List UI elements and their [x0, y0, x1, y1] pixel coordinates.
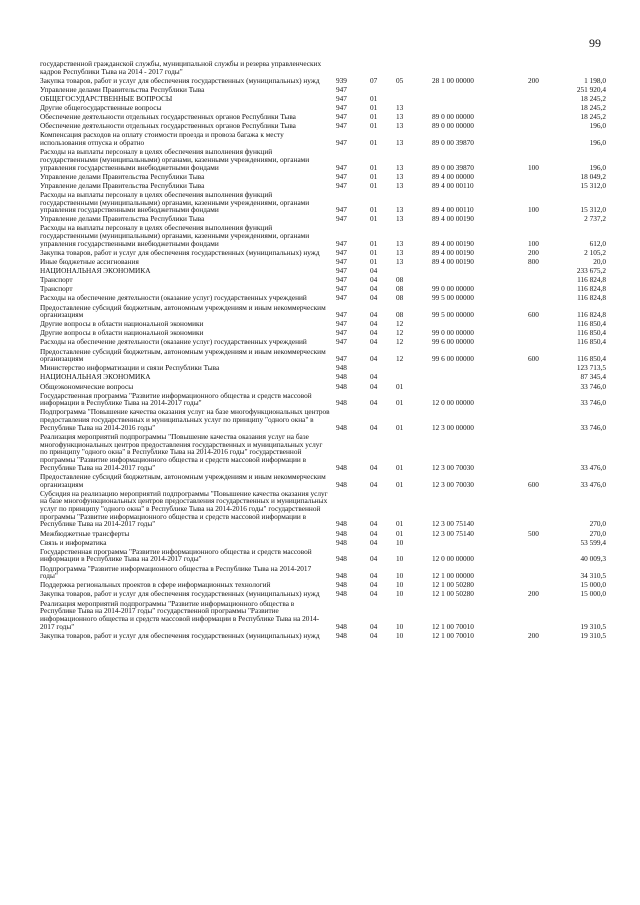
row-subsection-code: 01 — [396, 519, 404, 529]
row-amount: 33 476,0 — [580, 479, 606, 489]
row-ministry-code: 947 — [336, 138, 347, 148]
row-section-code: 04 — [370, 630, 378, 640]
row-name: Иные бюджетные ассигнования — [40, 257, 139, 267]
row-ministry-code: 948 — [336, 519, 347, 529]
row-ministry-code: 948 — [336, 363, 347, 373]
row-amount: 15 312,0 — [580, 180, 606, 190]
row-amount: 196,0 — [589, 162, 606, 172]
table-row — [40, 630, 606, 641]
row-amount: 116 850,4 — [577, 337, 606, 347]
row-section-code: 01 — [370, 247, 378, 257]
row-amount: 40 009,3 — [580, 554, 606, 564]
row-amount: 116 850,4 — [577, 354, 606, 364]
row-ministry-code: 947 — [336, 328, 347, 338]
row-subsection-code: 13 — [396, 171, 404, 181]
row-expense-kind: 200 — [528, 630, 539, 640]
row-target-code: 89 4 00 00190 — [432, 238, 474, 248]
row-name: Расходы на обеспечение деятельности (оказание услуг) государственных учреждений — [40, 293, 307, 303]
row-target-code: 89 4 00 00110 — [432, 205, 474, 215]
row-subsection-code: 10 — [396, 580, 404, 590]
row-amount: 116 824,8 — [577, 275, 606, 285]
table-row — [40, 189, 606, 216]
row-subsection-code: 01 — [396, 528, 404, 538]
row-ministry-code: 947 — [336, 84, 347, 94]
row-name: Государственная программа "Развитие информационного общества и средств массовой информации в Республике Тыва на 2014-2017 годы" — [40, 390, 312, 408]
row-section-code: 04 — [370, 528, 378, 538]
row-expense-kind: 600 — [528, 354, 539, 364]
row-section-code: 07 — [370, 75, 378, 85]
row-ministry-code: 948 — [336, 462, 347, 472]
row-subsection-code: 13 — [396, 247, 404, 257]
row-ministry-code: 948 — [336, 398, 347, 408]
table-row — [40, 407, 606, 433]
row-expense-kind: 200 — [528, 247, 539, 257]
row-subsection-code: 12 — [396, 319, 404, 329]
row-amount: 33 746,0 — [580, 422, 606, 432]
row-subsection-code: 13 — [396, 112, 404, 122]
row-section-code: 01 — [370, 205, 378, 215]
row-amount: 18 245,2 — [580, 112, 606, 122]
row-ministry-code: 948 — [336, 381, 347, 391]
row-subsection-code: 13 — [396, 238, 404, 248]
row-name: Подпрограмма "Развитие информационного общества в Республике Тыва на 2014-2017 годы" — [40, 563, 312, 581]
row-ministry-code: 947 — [336, 162, 347, 172]
row-subsection-code: 10 — [396, 630, 404, 640]
row-name: Реализация мероприятий подпрограммы "Развитие информационного общества в Республике Тыва на 2014-2017 годы" государственной программы "Развитие информационного общества и средств массовой информации в Республике Тыва на 2014-2017 годы" — [40, 598, 320, 631]
row-name: Расходы на выплаты персоналу в целях обеспечения выполнения функций государственными (муниципальными) органами, казенными учреждениями, органами управления государственными внебюджетными фондами — [40, 189, 310, 215]
row-subsection-code: 10 — [396, 621, 404, 631]
row-expense-kind: 200 — [528, 75, 539, 85]
row-section-code: 04 — [370, 479, 378, 489]
row-name: Другие вопросы в области национальной экономики — [40, 328, 204, 338]
row-name: Субсидия на реализацию мероприятий подпрограммы "Повышение качества оказания услуг на базе многофункциональных центров предоставления государственных и муниципальных услуг по принципу "одного окна" в Республике Тыва на 2014-2016 годы" государственной программы "Развитие информационного общества и средств массовой информации в Республике Тыва на 2014-2017 годы" — [40, 488, 328, 529]
row-target-code: 28 1 00 00000 — [432, 75, 474, 85]
row-name: Государственная программа "Развитие информационного общества и средств массовой информации в Республике Тыва на 2014-2017 годы" — [40, 546, 312, 564]
row-ministry-code: 947 — [336, 238, 347, 248]
row-amount: 87 345,4 — [580, 372, 606, 382]
row-section-code: 04 — [370, 571, 378, 581]
row-subsection-code: 10 — [396, 554, 404, 564]
row-ministry-code: 948 — [336, 528, 347, 538]
row-name: Транспорт — [40, 284, 73, 294]
row-section-code: 01 — [370, 121, 378, 131]
row-section-code: 01 — [370, 171, 378, 181]
table-row — [40, 130, 606, 148]
row-target-code: 99 5 00 00000 — [432, 310, 474, 320]
row-amount: 196,0 — [589, 138, 606, 148]
row-target-code: 89 4 00 00190 — [432, 247, 474, 257]
row-expense-kind: 100 — [528, 238, 539, 248]
row-subsection-code: 13 — [396, 214, 404, 224]
row-subsection-code: 05 — [396, 75, 404, 85]
row-subsection-code: 08 — [396, 284, 404, 294]
row-section-code: 04 — [370, 284, 378, 294]
row-name: Обеспечение деятельности отдельных государственных органов Республики Тыва — [40, 121, 296, 131]
row-amount: 15 000,0 — [580, 580, 606, 590]
row-target-code: 99 0 00 00000 — [432, 328, 474, 338]
table-row — [40, 266, 606, 276]
row-section-code: 04 — [370, 398, 378, 408]
row-expense-kind: 100 — [528, 205, 539, 215]
row-name: государственной гражданской службы, муниципальной службы и резерва управленческих кадров Республики Тыва на 2014 - 2017 годы" — [40, 59, 322, 76]
row-section-code: 04 — [370, 354, 378, 364]
row-ministry-code: 948 — [336, 589, 347, 599]
row-name: Реализация мероприятий подпрограммы "Повышение качества оказания услуг на базе многофункциональных центров предоставления государственных и муниципальных услуг по принципу "одного окна" в Республике Тыва на 2014-2016 годы" государственной программы "Развитие информационного общества и средств массовой информации в Республике Тыва на 2014-2017 годы" — [40, 431, 323, 472]
row-amount: 18 245,2 — [580, 93, 606, 103]
row-name: Министерство информатизации и связи Республики Тыва — [40, 363, 220, 373]
table-row — [40, 528, 606, 539]
row-section-code: 04 — [370, 337, 378, 347]
row-subsection-code: 13 — [396, 180, 404, 190]
row-target-code: 12 3 00 70030 — [432, 479, 474, 489]
table-row — [40, 563, 606, 582]
row-name: Связь и информатика — [40, 537, 107, 547]
row-section-code: 04 — [370, 328, 378, 338]
row-ministry-code: 947 — [336, 112, 347, 122]
row-target-code: 12 0 00 00000 — [432, 398, 474, 408]
row-name: Другие вопросы в области национальной экономики — [40, 319, 204, 329]
row-ministry-code: 947 — [336, 275, 347, 285]
row-target-code: 99 6 00 00000 — [432, 354, 474, 364]
row-ministry-code: 947 — [336, 257, 347, 267]
row-section-code: 04 — [370, 554, 378, 564]
row-name: Общеэкономические вопросы — [40, 381, 134, 391]
row-name: Управление делами Правительства Республики Тыва — [40, 84, 205, 94]
row-section-code: 01 — [370, 162, 378, 172]
table-row — [40, 60, 600, 77]
row-amount: 33 746,0 — [580, 398, 606, 408]
row-name: НАЦИОНАЛЬНАЯ ЭКОНОМИКА — [40, 266, 151, 276]
row-name: Закупка товаров, работ и услуг для обеспечения государственных (муниципальных) нужд — [40, 630, 320, 640]
row-ministry-code: 948 — [336, 372, 347, 382]
row-amount: 15 312,0 — [580, 205, 606, 215]
row-amount: 116 850,4 — [577, 319, 606, 329]
row-section-code: 04 — [370, 381, 378, 391]
table-row — [40, 302, 606, 321]
row-section-code: 04 — [370, 422, 378, 432]
row-ministry-code: 947 — [336, 121, 347, 131]
row-amount: 18 245,2 — [580, 103, 606, 113]
row-section-code: 01 — [370, 180, 378, 190]
row-section-code: 04 — [370, 293, 378, 303]
row-ministry-code: 948 — [336, 621, 347, 631]
row-expense-kind: 100 — [528, 162, 539, 172]
row-name: Подпрограмма "Повышение качества оказания услуг на базе многофункциональных центров предоставления государственных и муниципальных услуг по принципу "одного окна" в Республике Тыва на 2014-2016 годы" — [40, 407, 330, 432]
row-section-code: 01 — [370, 93, 378, 103]
row-name: Закупка товаров, работ и услуг для обеспечения государственных (муниципальных) нужд — [40, 247, 320, 257]
row-amount: 19 310,5 — [580, 630, 606, 640]
row-ministry-code: 948 — [336, 422, 347, 432]
row-ministry-code: 939 — [336, 75, 347, 85]
row-section-code: 01 — [370, 112, 378, 122]
row-target-code: 12 3 00 75140 — [432, 519, 474, 529]
row-target-code: 89 0 00 39870 — [432, 138, 474, 148]
row-name: Управление делами Правительства Республики Тыва — [40, 171, 205, 181]
row-ministry-code: 947 — [336, 310, 347, 320]
row-section-code: 04 — [370, 462, 378, 472]
row-expense-kind: 800 — [528, 257, 539, 267]
row-subsection-code: 08 — [396, 293, 404, 303]
row-section-code: 01 — [370, 103, 378, 113]
row-target-code: 99 5 00 00000 — [432, 293, 474, 303]
table-row — [40, 275, 606, 285]
row-target-code: 99 0 00 00000 — [432, 284, 474, 294]
row-ministry-code: 948 — [336, 571, 347, 581]
budget-table — [40, 59, 606, 641]
row-ministry-code: 947 — [336, 319, 347, 329]
row-section-code: 04 — [370, 266, 378, 276]
row-name: Управление делами Правительства Республики Тыва — [40, 180, 205, 190]
row-ministry-code: 948 — [336, 630, 347, 640]
row-section-code: 01 — [370, 214, 378, 224]
row-ministry-code: 948 — [336, 554, 347, 564]
row-section-code: 04 — [370, 310, 378, 320]
row-subsection-code: 10 — [396, 571, 404, 581]
row-target-code: 89 0 00 00000 — [432, 112, 474, 122]
row-target-code: 89 0 00 00000 — [432, 121, 474, 131]
table-row — [40, 346, 606, 365]
row-section-code: 04 — [370, 589, 378, 599]
row-subsection-code: 13 — [396, 205, 404, 215]
row-target-code: 89 4 00 00000 — [432, 171, 474, 181]
row-name: Обеспечение деятельности отдельных государственных органов Республики Тыва — [40, 112, 296, 122]
row-amount: 53 599,4 — [580, 537, 606, 547]
row-name: Закупка товаров, работ и услуг для обеспечения государственных (муниципальных) нужд — [40, 75, 320, 85]
row-target-code: 12 1 00 70010 — [432, 630, 474, 640]
row-ministry-code: 947 — [336, 205, 347, 215]
row-subsection-code: 01 — [396, 479, 404, 489]
row-subsection-code: 12 — [396, 354, 404, 364]
row-ministry-code: 947 — [336, 293, 347, 303]
row-ministry-code: 947 — [336, 103, 347, 113]
row-name: Поддержка региональных проектов в сфере информационных технологий — [40, 580, 271, 590]
row-name: Расходы на выплаты персоналу в целях обеспечения выполнения функций государственными (муниципальными) органами, казенными учреждениями, органами управления государственными внебюджетными фондами — [40, 147, 310, 172]
row-section-code: 04 — [370, 580, 378, 590]
row-subsection-code: 08 — [396, 310, 404, 320]
table-row — [40, 147, 606, 173]
row-section-code: 01 — [370, 138, 378, 148]
row-target-code: 12 1 00 50280 — [432, 589, 474, 599]
row-amount: 18 049,2 — [580, 171, 606, 181]
row-expense-kind: 500 — [528, 528, 539, 538]
row-amount: 270,0 — [589, 519, 606, 529]
row-amount: 196,0 — [589, 121, 606, 131]
row-target-code: 89 4 00 00190 — [432, 257, 474, 267]
row-ministry-code: 947 — [336, 93, 347, 103]
row-amount: 116 850,4 — [577, 328, 606, 338]
row-section-code: 04 — [370, 372, 378, 382]
row-name: Предоставление субсидий бюджетным, автономным учреждениям и иным некоммерческим организациям — [40, 346, 326, 364]
row-subsection-code: 12 — [396, 337, 404, 347]
row-section-code: 01 — [370, 257, 378, 267]
row-ministry-code: 947 — [336, 284, 347, 294]
row-name: Транспорт — [40, 275, 73, 285]
row-amount: 116 824,8 — [577, 310, 606, 320]
row-section-code: 04 — [370, 537, 378, 547]
row-target-code: 89 0 00 39870 — [432, 162, 474, 172]
row-section-code: 04 — [370, 621, 378, 631]
row-amount: 15 000,0 — [580, 589, 606, 599]
row-amount: 251 920,4 — [576, 84, 606, 94]
row-subsection-code: 13 — [396, 103, 404, 113]
row-ministry-code: 947 — [336, 180, 347, 190]
row-section-code: 04 — [370, 275, 378, 285]
table-row — [40, 598, 606, 632]
row-subsection-code: 13 — [396, 257, 404, 267]
row-amount: 116 824,8 — [577, 293, 606, 303]
row-name: Расходы на обеспечение деятельности (оказание услуг) государственных учреждений — [40, 337, 307, 347]
row-target-code: 12 1 00 00000 — [432, 571, 474, 581]
row-section-code: 04 — [370, 319, 378, 329]
row-amount: 2 105,2 — [584, 247, 606, 257]
row-amount: 270,0 — [589, 528, 606, 538]
row-ministry-code: 948 — [336, 580, 347, 590]
row-section-code: 01 — [370, 238, 378, 248]
row-subsection-code: 01 — [396, 381, 404, 391]
row-subsection-code: 08 — [396, 275, 404, 285]
row-target-code: 12 1 00 50280 — [432, 580, 474, 590]
row-target-code: 12 3 00 70030 — [432, 462, 474, 472]
row-subsection-code: 13 — [396, 121, 404, 131]
row-name: Управление делами Правительства Республики Тыва — [40, 214, 205, 224]
row-ministry-code: 947 — [336, 214, 347, 224]
row-subsection-code: 10 — [396, 589, 404, 599]
table-row — [40, 223, 606, 249]
row-target-code: 12 3 00 75140 — [432, 528, 474, 538]
row-amount: 612,0 — [589, 238, 606, 248]
row-amount: 20,0 — [593, 257, 606, 267]
row-target-code: 89 4 00 00110 — [432, 180, 474, 190]
row-name: НАЦИОНАЛЬНАЯ ЭКОНОМИКА — [40, 372, 151, 382]
row-amount: 123 713,5 — [576, 363, 606, 373]
row-name: Предоставление субсидий бюджетным, автономным учреждениям и иным некоммерческим организациям — [40, 302, 326, 320]
row-amount: 34 310,5 — [580, 571, 606, 581]
row-ministry-code: 947 — [336, 337, 347, 347]
table-row — [40, 546, 606, 565]
row-subsection-code: 01 — [396, 398, 404, 408]
row-name: Закупка товаров, работ и услуг для обеспечения государственных (муниципальных) нужд — [40, 589, 320, 599]
row-ministry-code: 947 — [336, 171, 347, 181]
row-section-code: 04 — [370, 519, 378, 529]
row-name: ОБЩЕГОСУДАРСТВЕННЫЕ ВОПРОСЫ — [40, 93, 173, 103]
row-subsection-code: 01 — [396, 462, 404, 472]
row-expense-kind: 200 — [528, 589, 539, 599]
row-name: Другие общегосударственные вопросы — [40, 103, 162, 113]
row-expense-kind: 600 — [528, 479, 539, 489]
row-target-code: 12 1 00 70010 — [432, 621, 474, 631]
row-target-code: 12 3 00 00000 — [432, 422, 474, 432]
row-subsection-code: 01 — [396, 422, 404, 432]
row-amount: 1 198,0 — [584, 75, 606, 85]
row-amount: 33 476,0 — [580, 462, 606, 472]
row-name: Расходы на выплаты персоналу в целях обеспечения выполнения функций государственными (муниципальными) органами, казенными учреждениями, органами управления государственными внебюджетными фондами — [40, 223, 310, 248]
table-row — [40, 488, 606, 530]
row-expense-kind: 600 — [528, 310, 539, 320]
row-ministry-code: 948 — [336, 479, 347, 489]
row-amount: 33 746,0 — [580, 381, 606, 391]
row-subsection-code: 13 — [396, 162, 404, 172]
row-subsection-code: 10 — [396, 537, 404, 547]
table-row — [40, 471, 606, 490]
row-subsection-code: 13 — [396, 138, 404, 148]
row-name: Компенсация расходов на оплату стоимости проезда и провоза багажа к месту использования отпуска и обратно — [40, 130, 284, 148]
row-subsection-code: 12 — [396, 328, 404, 338]
row-target-code: 89 4 00 00190 — [432, 214, 474, 224]
row-ministry-code: 947 — [336, 247, 347, 257]
page-number: 99 — [589, 36, 601, 50]
table-row — [40, 390, 606, 409]
row-target-code: 12 0 00 00000 — [432, 554, 474, 564]
row-target-code: 99 6 00 00000 — [432, 337, 474, 347]
row-amount: 116 824,8 — [577, 284, 606, 294]
row-amount: 19 310,5 — [580, 621, 606, 631]
row-ministry-code: 948 — [336, 537, 347, 547]
row-amount: 2 737,2 — [584, 214, 606, 224]
row-name: Предоставление субсидий бюджетным, автономным учреждениям и иным некоммерческим организациям — [40, 471, 326, 489]
row-ministry-code: 947 — [336, 266, 347, 276]
row-amount: 233 675,2 — [576, 266, 606, 276]
row-ministry-code: 947 — [336, 354, 347, 364]
table-row — [40, 431, 606, 473]
row-name: Межбюджетные трансферты — [40, 528, 130, 538]
